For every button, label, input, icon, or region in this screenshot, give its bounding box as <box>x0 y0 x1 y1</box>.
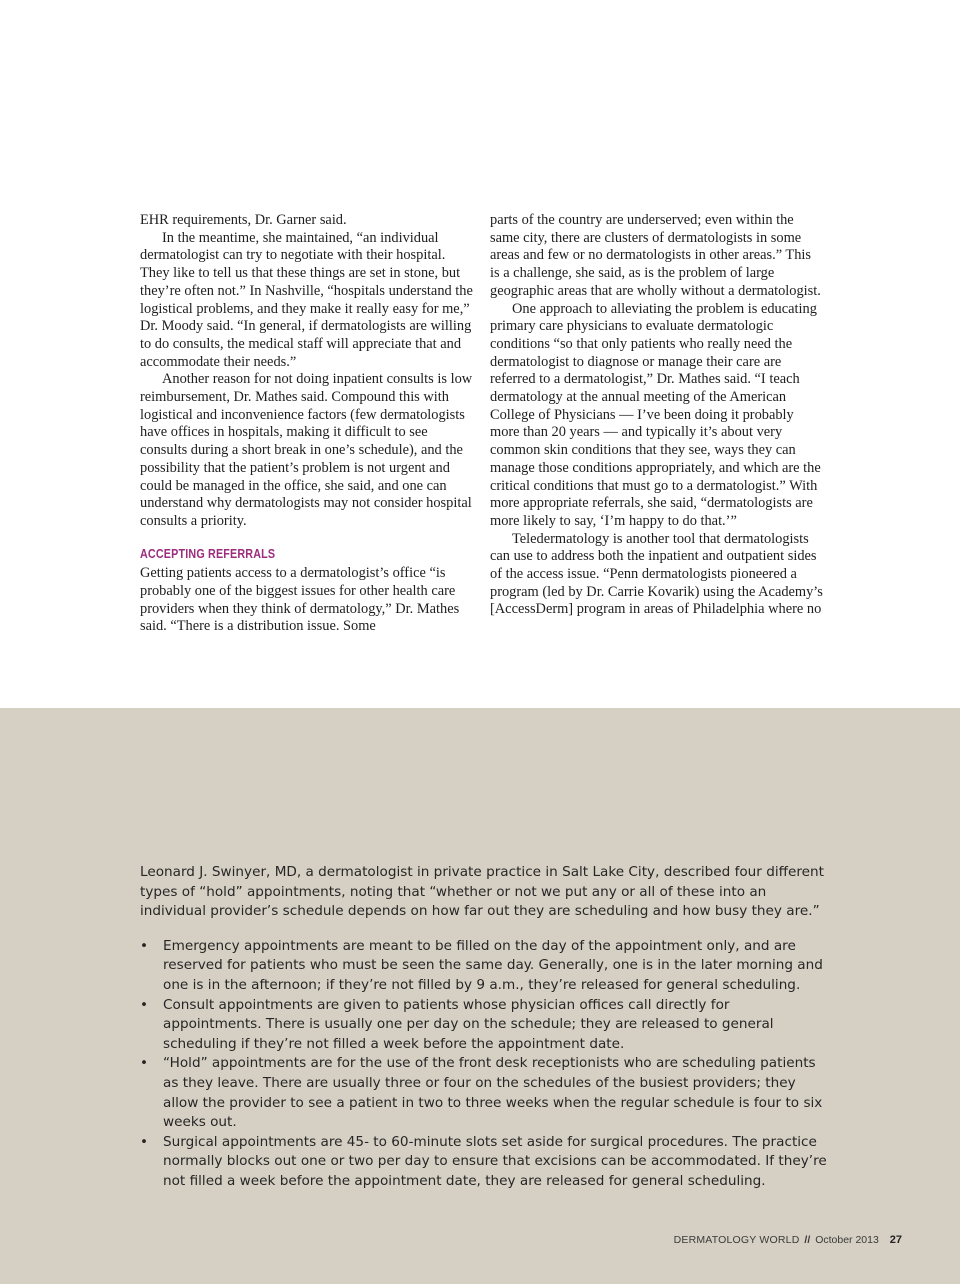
article-paragraph: Another reason for not doing inpatient consults is low reimbursement, Dr. Mathes said. Compound this with logistical and inconvenience factors (few dermatologists have offices in hospitals, making it difficult to see consults during a short break in one’s schedule), and the possibility that the patient’s problem is not urgent and could be managed in the office, she said, and one can understand why dermatologists may not consider hospital consults a priority. <box>140 371 473 529</box>
bullet-icon: • <box>140 996 149 1013</box>
article-paragraph: EHR requirements, Dr. Garner said. <box>140 212 347 228</box>
section-heading: ACCEPTING REFERRALS <box>140 546 276 561</box>
list-item-text: Consult appointments are given to patients whose physician offices call directly for appointments. There is usually one per day on the schedule; they are released to general scheduling if they’re not filled a week before the appointment date. <box>163 996 774 1052</box>
article-paragraph: One approach to alleviating the problem is educating primary care physicians to evaluate dermatologic conditions “so that only patients who really need the dermatologist to diagnose or manage their care are referred to a dermatologist,” Dr. Mathes said. “I teach dermatology at the annual meeting of the American College of Physicians — I’ve been doing it probably more than 20 years — and typically it’s about very common skin conditions that they see, ways they can manage those conditions appropriately, and which are the critical conditions that must go to a dermatologist.” With more appropriate referrals, she said, “dermatologists are more likely to say, ‘I’m happy to do that.’” <box>490 300 821 529</box>
article-paragraph: Getting patients access to a dermatologist’s office “is probably one of the biggest issues for other health care providers when they think of dermatology,” Dr. Mathes said. “There is a distribution issue. Some <box>140 565 460 635</box>
article-paragraph: parts of the country are underserved; even within the same city, there are clusters of dermatologists in some areas and few or no dermatologists in other areas.” This is a challenge, she said, as is the problem of large geographic areas that are wholly without a dermatologist. <box>490 212 821 299</box>
article-left-column <box>140 212 474 636</box>
sidebar-intro: Leonard J. Swinyer, MD, a dermatologist in private practice in Salt Lake City, described four different types of “hold” appointments, noting that “whether or not we put any or all of these into an individual provider’s schedule depends on how far out they are scheduling and how busy they are.” <box>140 864 824 920</box>
sidebar-content <box>140 863 830 1192</box>
bullet-icon: • <box>140 1133 149 1150</box>
bullet-icon: • <box>140 937 149 954</box>
list-item <box>140 937 830 996</box>
bullet-icon: • <box>140 1055 149 1072</box>
sidebar-bullet-list <box>140 937 830 1192</box>
article-paragraph: In the meantime, she maintained, “an individual dermatologist can try to negotiate with their hospital. They like to tell us that these things are set in stone, but they’re often not.” In Nashville, “hospitals understand the logistical problems, and they make it really easy for me,” Dr. Moody said. “In general, if dermatologists are willing to do consults, the medical staff will appreciate that and accommodate their needs.” <box>140 229 473 370</box>
list-item-text: “Hold” appointments are for the use of the front desk receptionists who are scheduling patients as they leave. There are usually three or four on the schedules of the busiest providers; they allow the provider to see a patient in two to three weeks when the regular schedule is four to six weeks out. <box>163 1055 823 1131</box>
sidebar-box <box>0 708 960 1284</box>
article-paragraph: Teledermatology is another tool that dermatologists can use to address both the inpatient and outpatient sides of the access issue. “Penn dermatologists pioneered a program (led by Dr. Carrie Kovarik) using the Academy’s [AccessDerm] program in areas of Philadelphia where no <box>490 530 823 618</box>
list-item <box>140 996 830 1055</box>
footer-separator: // <box>804 1234 811 1246</box>
publication-name: DERMATOLOGY WORLD <box>673 1234 800 1246</box>
list-item <box>140 1133 830 1192</box>
page-footer <box>674 1234 902 1246</box>
list-item <box>140 1054 830 1132</box>
page-number: 27 <box>889 1234 902 1246</box>
issue-date: October 2013 <box>815 1234 879 1246</box>
list-item-text: Emergency appointments are meant to be filled on the day of the appointment only, and are reserved for patients who must be seen the same day. Generally, one is in the later morning and one is in the afternoon; if they’re not filled by 9 a.m., they’re released for general scheduling. <box>163 937 823 993</box>
list-item-text: Surgical appointments are 45- to 60-minute slots set aside for surgical procedures. The practice normally blocks out one or two per day to ensure that excisions can be accommodated. If they’re not filled a week before the appointment date, they are released for general scheduling. <box>163 1133 827 1189</box>
article-right-column <box>490 212 824 619</box>
